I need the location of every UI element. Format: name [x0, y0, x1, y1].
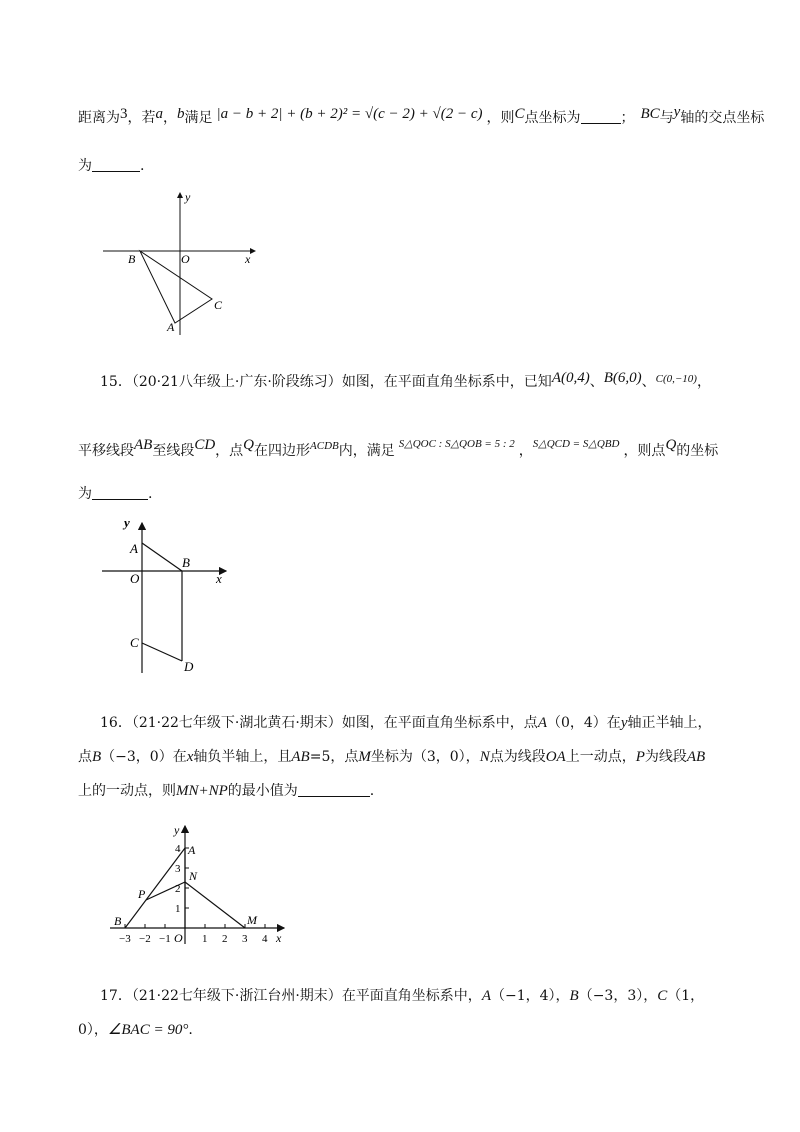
label-B: B	[114, 914, 122, 928]
label-y: y	[185, 190, 191, 204]
label-A: A	[167, 320, 175, 334]
seg-AB: AB	[134, 437, 153, 453]
var-y: y	[673, 104, 681, 120]
label-B: B	[128, 252, 136, 266]
tick-label: −3	[119, 933, 131, 945]
point-C: C	[657, 988, 668, 1004]
answer-blank[interactable]	[92, 157, 140, 172]
p15-line3	[78, 483, 152, 503]
p14-text: 距离为	[78, 110, 120, 126]
x-tick-labels	[119, 933, 268, 945]
p17-number: 17．	[100, 988, 132, 1004]
segment-nm	[185, 882, 245, 928]
p14-line2	[78, 155, 144, 175]
p14-num3: 3	[120, 106, 128, 122]
p17-text: .	[188, 1022, 193, 1038]
p16-number: 16．	[100, 715, 132, 731]
seg-AB: AB	[291, 749, 310, 765]
point-M: M	[358, 749, 371, 765]
p15-text: 的坐标	[676, 443, 719, 459]
triangle-abc	[140, 251, 212, 323]
label-B: B	[182, 555, 190, 570]
p16-text: 轴负半轴上，且	[193, 749, 292, 765]
answer-blank[interactable]	[298, 782, 370, 797]
p17-text: 0），	[78, 1022, 108, 1038]
label-D: D	[184, 659, 194, 674]
point-Q: Q	[243, 437, 255, 453]
answer-blank[interactable]	[581, 109, 621, 124]
point-Q: Q	[665, 437, 677, 453]
p17-text: （−3，3），	[578, 988, 658, 1004]
angle-BAC: ∠BAC = 90°	[107, 1022, 189, 1038]
p15-text: 至线段	[152, 443, 195, 459]
quad-ACDB: ACDB	[310, 440, 339, 452]
p16-text: 点为线段	[489, 749, 546, 765]
point-B: B	[569, 988, 579, 1004]
p16-text: 上的一动点，则	[78, 783, 176, 799]
figure-15	[98, 515, 238, 675]
tick-label: 4	[262, 933, 268, 945]
p14-text: 轴的交点坐标	[680, 110, 765, 126]
p16-line3	[78, 780, 374, 800]
point-B: B	[92, 749, 102, 765]
seg-OA: OA	[545, 749, 566, 765]
label-x: x	[245, 252, 251, 266]
seg-AB: AB	[686, 749, 706, 765]
tick-label: 2	[222, 933, 228, 945]
label-O: O	[174, 931, 183, 945]
p15-text: 平移线段	[78, 443, 134, 459]
point-A: A(0,4)	[551, 370, 590, 386]
p16-line1	[100, 712, 711, 732]
p15-text: ，	[518, 443, 533, 459]
figure-16	[108, 820, 298, 948]
label-O: O	[181, 252, 190, 266]
p16-text: 的最小值为	[227, 783, 298, 799]
p14-text: 为	[78, 158, 92, 174]
expr-MN-NP: MN+NP	[176, 783, 228, 799]
tick-label: 4	[175, 843, 181, 855]
y-tick-labels	[175, 843, 181, 915]
p16-source: （21·22七年级下·湖北黄石·期末）	[131, 715, 342, 731]
answer-blank[interactable]	[92, 485, 148, 500]
p14-text: ，	[163, 110, 177, 126]
tick-label: 3	[242, 933, 248, 945]
area-equation: S△QCD = S△QBD	[532, 438, 620, 450]
p16-text: 坐标为（3，0），	[370, 749, 480, 765]
label-y: y	[124, 515, 130, 530]
p15-text: 、	[589, 374, 604, 390]
p15-text: 为	[78, 486, 92, 502]
var-b: b	[177, 106, 185, 122]
segment-cd	[142, 643, 182, 661]
label-P: P	[138, 887, 146, 901]
label-x: x	[276, 931, 282, 945]
p14-text: ；	[620, 110, 635, 126]
p17-line2	[78, 1019, 193, 1039]
label-O: O	[130, 571, 140, 586]
point-N: N	[479, 749, 490, 765]
p15-number: 15．	[100, 374, 132, 390]
tick-label: 1	[202, 933, 208, 945]
p14-text: 点坐标为	[524, 110, 581, 126]
var-a: a	[155, 106, 163, 122]
segment-ab	[142, 543, 182, 571]
p14-line1	[78, 104, 764, 127]
p15-text: 、	[641, 374, 656, 390]
p14-text: .	[140, 158, 145, 174]
p14-text: ，则	[486, 110, 515, 126]
point-A: A	[537, 715, 547, 731]
p14-equation: |a − b + 2| + (b + 2)² = √(c − 2) + √(2 − c)	[216, 106, 483, 122]
var-BC: BC	[640, 106, 660, 122]
label-C: C	[214, 298, 223, 312]
label-y: y	[174, 823, 180, 837]
p14-text: 与	[659, 110, 674, 126]
p15-text: 内，满足	[338, 443, 395, 459]
area-ratio: S△QOC : S△QOB = 5 : 2	[398, 438, 515, 450]
p16-text: 为线段	[644, 749, 687, 765]
label-x: x	[216, 571, 222, 586]
seg-CD: CD	[194, 437, 216, 453]
p14-text: 满足	[184, 110, 213, 126]
p16-text: 上一动点，	[565, 749, 636, 765]
p15-text: 如图，在平面直角坐标系中，已知	[341, 374, 552, 390]
var-C: C	[514, 106, 525, 122]
label-A: A	[130, 541, 138, 556]
point-B: B(6,0)	[603, 370, 642, 386]
p15-line2	[78, 437, 718, 460]
figure-14	[95, 185, 265, 340]
var-y: y	[620, 715, 628, 731]
p16-text: （−3，0）在	[101, 749, 187, 765]
p17-line1	[100, 985, 704, 1005]
label-A: A	[188, 843, 196, 857]
p17-text: （−1，4），	[490, 988, 570, 1004]
p15-text: .	[148, 486, 153, 502]
label-N: N	[189, 869, 198, 883]
tick-label: −2	[139, 933, 151, 945]
p15-text: 在四边形	[254, 443, 311, 459]
var-x: x	[186, 749, 194, 765]
p15-source: （20·21八年级上·广东·阶段练习）	[131, 374, 342, 390]
tick-label: −1	[159, 933, 171, 945]
p14-text: ，若	[127, 110, 156, 126]
point-P: P	[635, 749, 645, 765]
label-C: C	[130, 635, 139, 650]
p16-text: .	[369, 783, 375, 799]
tick-label: 1	[175, 903, 181, 915]
tick-label: 3	[175, 863, 181, 875]
p17-text: （1，	[667, 988, 705, 1004]
p15-text: ，则点	[623, 443, 666, 459]
p16-text: 如图，在平面直角坐标系中，点	[341, 715, 538, 731]
point-A: A	[481, 988, 491, 1004]
p16-text: （0，4）在	[546, 715, 621, 731]
p17-text: 在平面直角坐标系中，	[341, 988, 482, 1004]
label-M: M	[247, 913, 257, 927]
p16-text: =5，点	[309, 749, 359, 765]
tick-label: 2	[175, 883, 181, 895]
p16-line2	[78, 746, 705, 766]
p15-line1	[100, 370, 711, 391]
p16-text: 轴正半轴上，	[627, 715, 712, 731]
p16-text: 点	[78, 749, 92, 765]
p15-text: ，点	[215, 443, 244, 459]
point-C: C(0,−10)	[655, 373, 697, 385]
p15-text: ，	[696, 374, 711, 390]
p17-source: （21·22七年级下·浙江台州·期末）	[131, 988, 342, 1004]
